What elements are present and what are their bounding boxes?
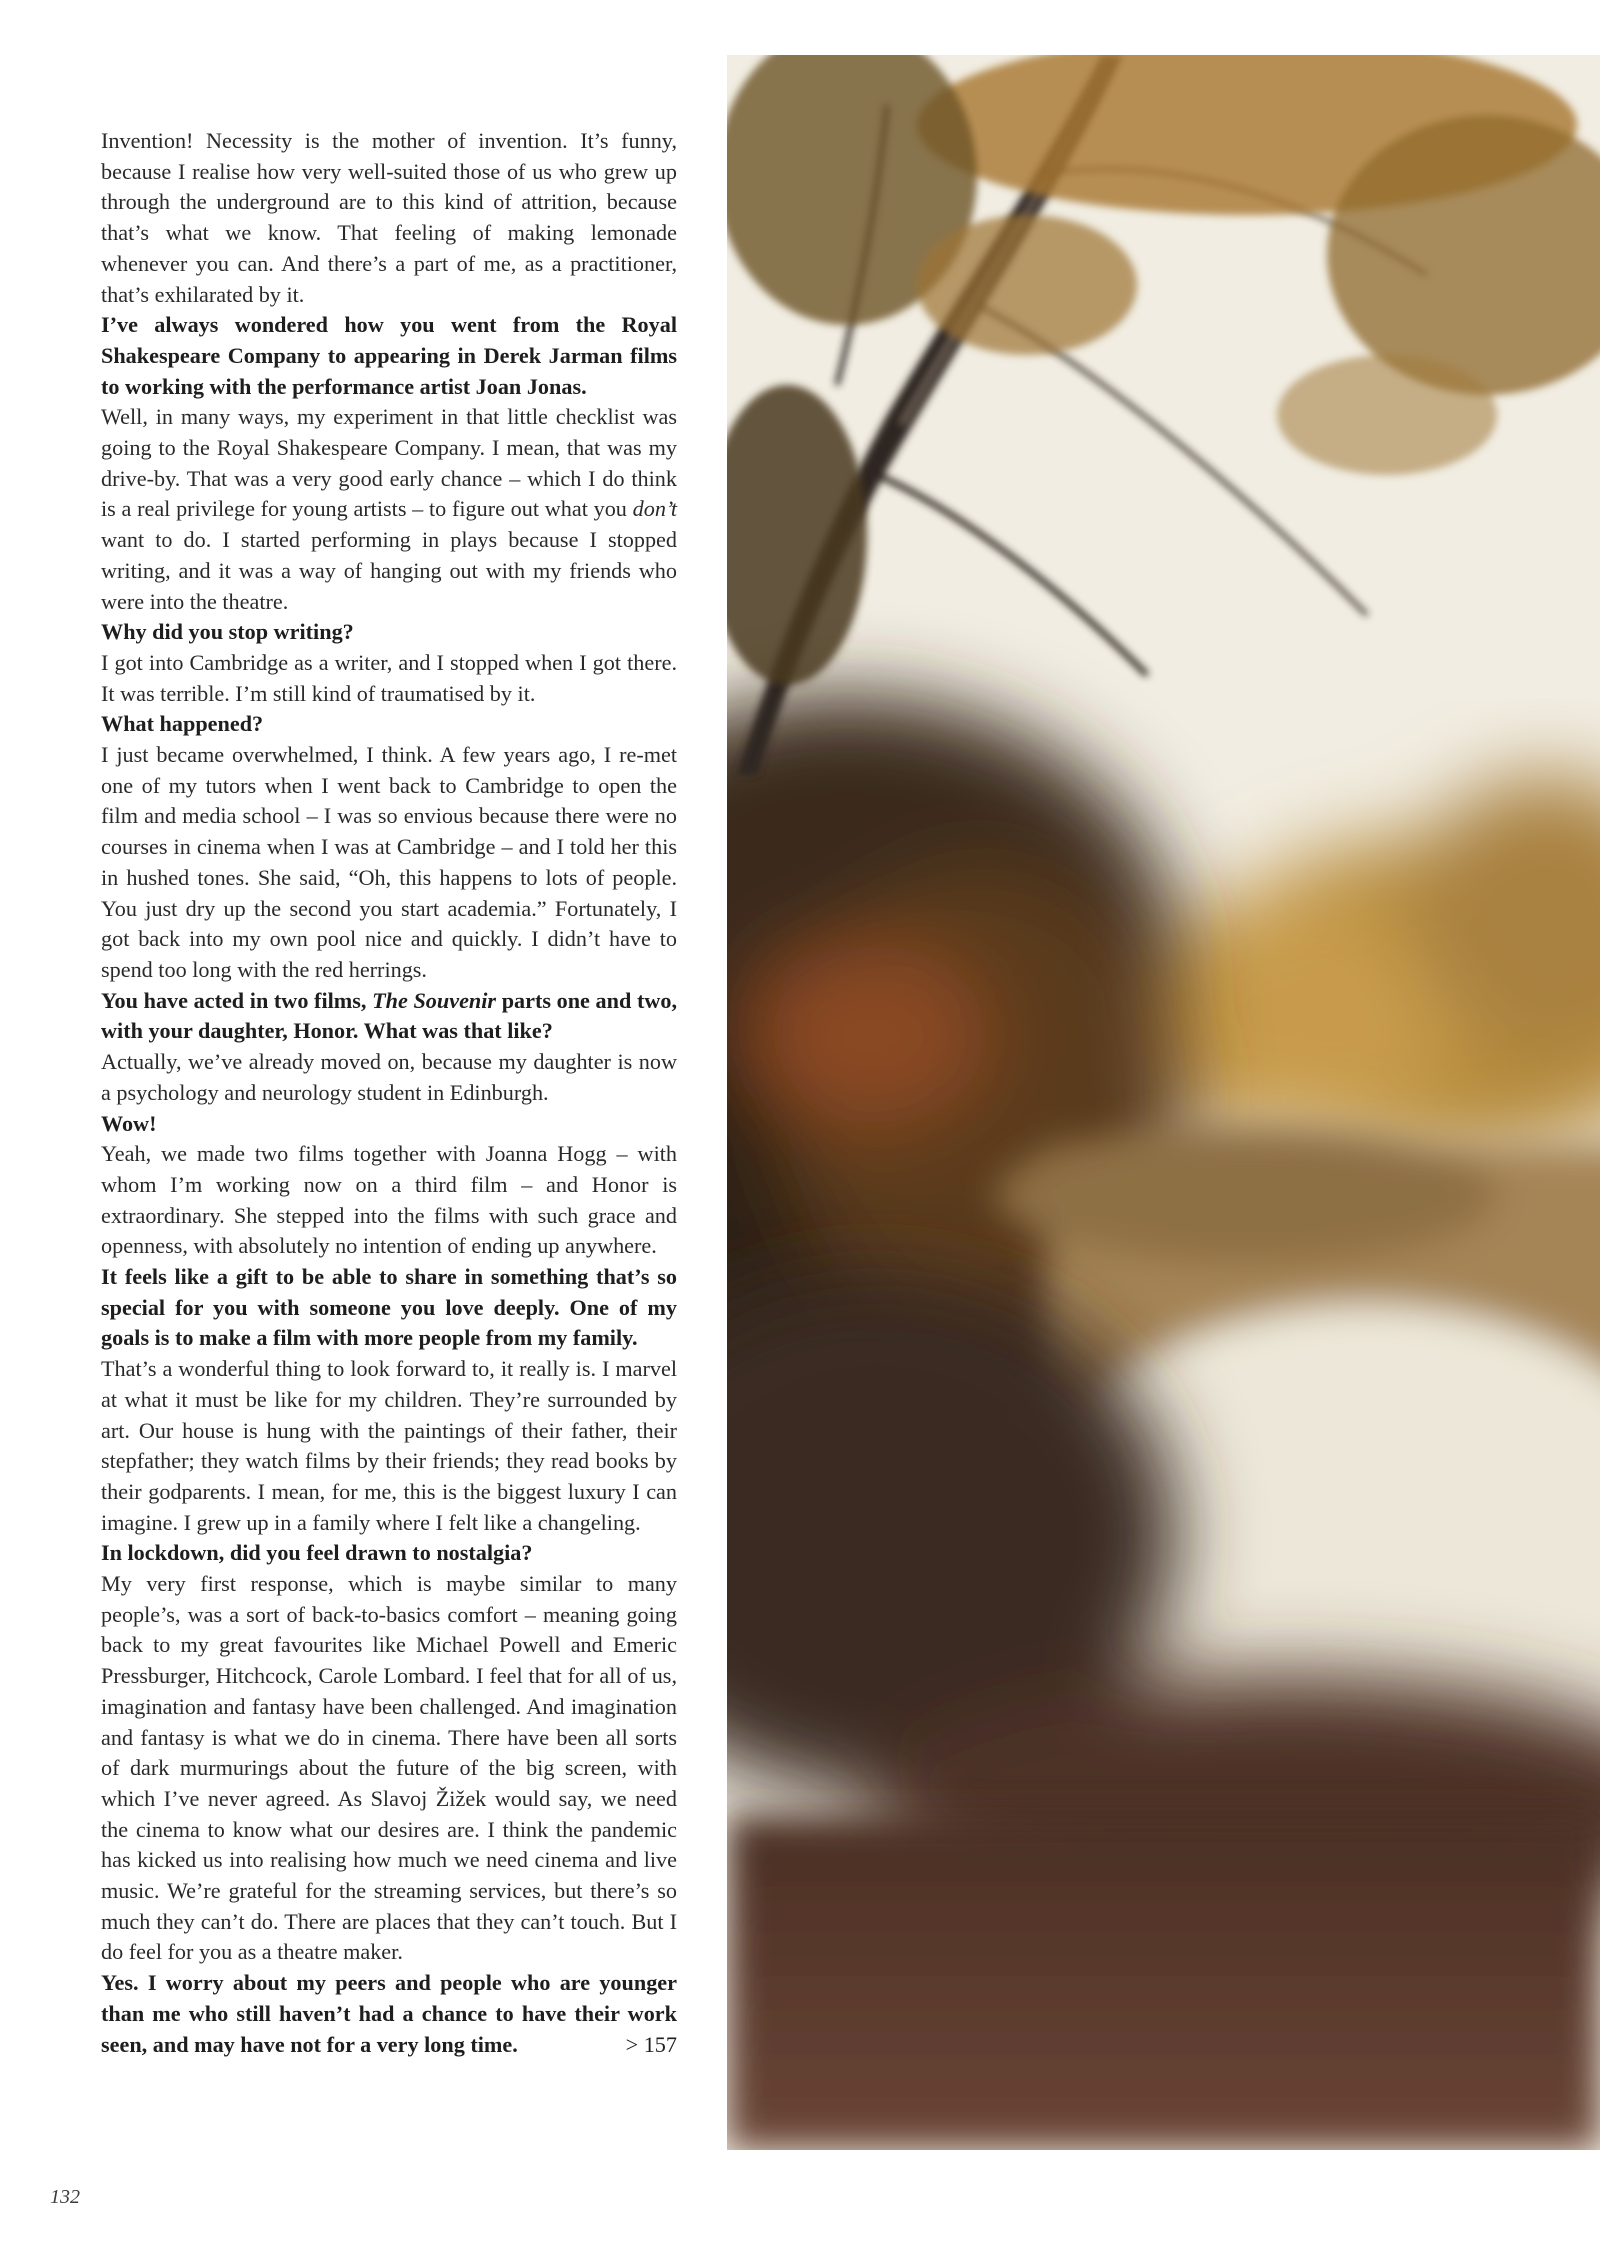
ground xyxy=(727,1815,1600,2150)
continued-page-marker[interactable]: > 157 xyxy=(625,2031,677,2057)
answer-paragraph: Yeah, we made two films together with Joanna Hogg – with whom I’m working now on a third film – and Honor is extraordinary. She stepped into the films with such grace and openness, with absolutely no intention of ending up anywhere. xyxy=(101,1141,677,1259)
answer-text: want to do. I started performing in plays because I stopped writing, and it was a way of hanging out with my friends who were into the theatre. xyxy=(101,527,677,614)
question-paragraph: Wow! xyxy=(101,1110,157,1136)
answer-paragraph: That’s a wonderful thing to look forward to, it really is. I marvel at what it must be like for my children. They’re surrounded by art. Our house is hung with the paintings of their father, their stepfather; they watch films by their friends; they read books by their godparents. I mean, for me, this is the biggest luxury I can imagine. I grew up in a family where I felt like a changeling. xyxy=(101,1356,677,1535)
answer-paragraph: I just became overwhelmed, I think. A few years ago, I re-met one of my tutors when I went back to Cambridge to open the film and media school – I was so envious because there were no courses in cinema when I was at Cambridge – and I told her this in hushed tones. She said, “Oh, this happens to lots of people. You just dry up the second you start academia.” Fortunately, I got back into my own pool nice and quickly. I didn’t have to spend too long with the red herrings. xyxy=(101,742,677,982)
answer-text: Well, in many ways, my experiment in that little checklist was going to the Royal Shakespeare Company. I mean, that was my drive-by. That was a very good early chance – which I do think is a real privilege for young artists – to figure out what you xyxy=(101,404,677,522)
photo-illustration xyxy=(727,55,1600,2150)
question-text: parts one and two, with your daughter, Honor. What was that like? xyxy=(101,987,677,1044)
page-number: 132 xyxy=(50,2186,80,2208)
answer-paragraph: Actually, we’ve already moved on, because my daughter is now a psychology and neurology student in Edinburgh. xyxy=(101,1049,677,1105)
answer-paragraph xyxy=(101,402,677,617)
question-text: You have acted in two films, xyxy=(101,987,373,1013)
question-paragraph: In lockdown, did you feel drawn to nostalgia? xyxy=(101,1540,533,1566)
answer-paragraph: My very first response, which is maybe similar to many people’s, was a sort of back-to-basics comfort – meaning going back to my great favourites like Michael Powell and Emeric Pressburger, Hitchcock, Carole Lombard. I feel that for all of us, imagination and fantasy have been challenged. And imagination and fantasy is what we do in cinema. There have been all sorts of dark murmurings about the future of the big screen, with which I’ve never agreed. As Slavoj Žižek would say, we need the cinema to know what our desires are. I think the pandemic has kicked us into realising how much we need cinema and live music. We’re grateful for the streaming services, but there’s so much they can’t do. There are places that they can’t touch. But I do feel for you as a theatre maker. xyxy=(101,1571,677,1965)
answer-paragraph: I got into Cambridge as a writer, and I stopped when I got there. It was terrible. I’m still kind of traumatised by it. xyxy=(101,649,677,706)
question-paragraph: I’ve always wondered how you went from the Royal Shakespeare Company to appearing in Derek Jarman films to working with the performance artist Joan Jonas. xyxy=(101,312,677,399)
question-paragraph: Why did you stop writing? xyxy=(101,619,354,645)
article-text-column xyxy=(101,126,677,2060)
question-paragraph: It feels like a gift to be able to share in something that’s so special for you with someone you love deeply. One of my goals is to make a film with more people from my family. xyxy=(101,1264,677,1351)
answer-paragraph: Invention! Necessity is the mother of invention. It’s funny, because I realise how very well-suited those of us who grew up through the underground are to this kind of attrition, because that’s what we know. That feeling of making lemonade whenever you can. And there’s a part of me, as a practitioner, that’s exhilarated by it. xyxy=(101,128,677,307)
film-title: The Souvenir xyxy=(372,987,497,1013)
emphasis-text: don’t xyxy=(632,496,677,522)
question-paragraph xyxy=(101,986,677,1047)
question-paragraph: What happened? xyxy=(101,711,264,737)
question-paragraph xyxy=(101,1968,677,2060)
question-text: Yes. I worry about my peers and people who are younger than me who still haven’t had a chance to have their work seen, and may have not for a very long time. xyxy=(101,1970,677,2057)
autumn-lake-photo xyxy=(727,55,1600,2150)
